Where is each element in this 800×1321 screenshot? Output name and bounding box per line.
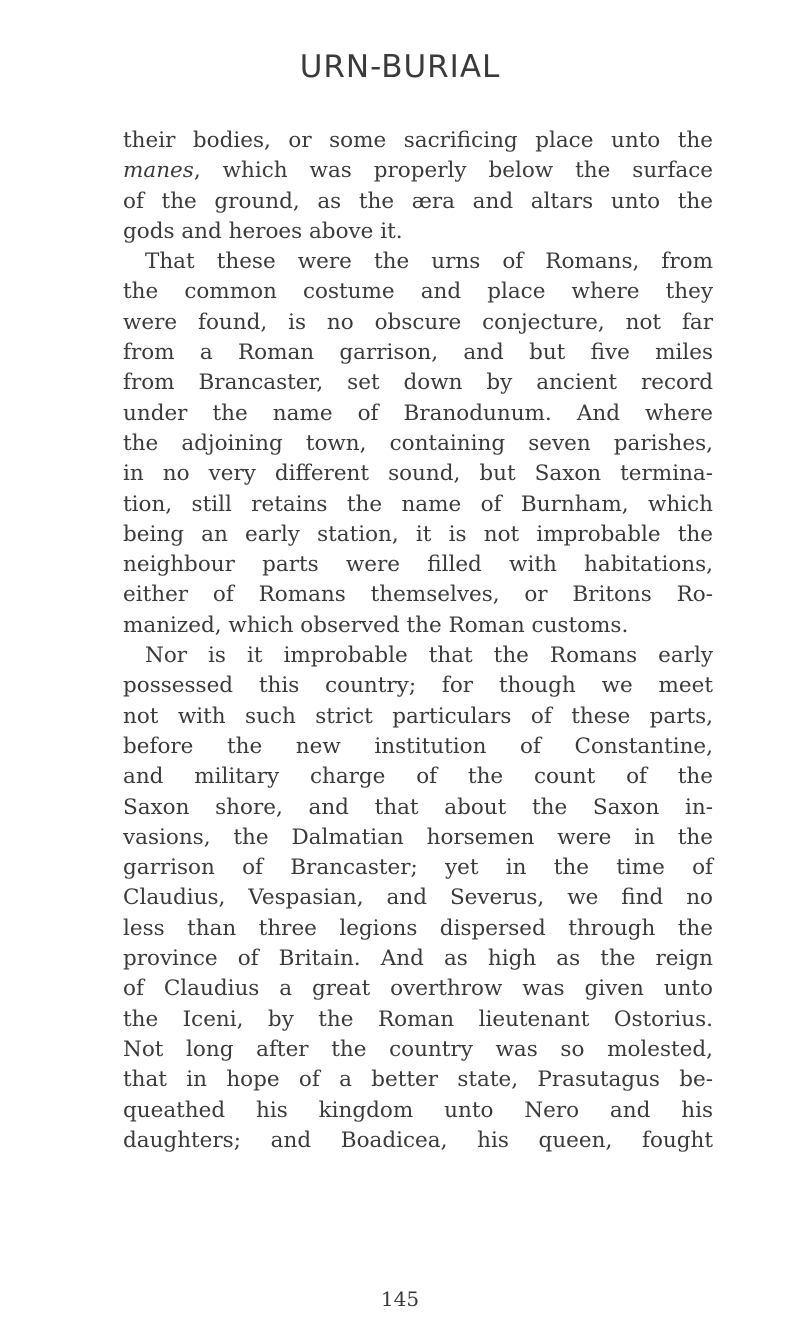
text-line: queathed his kingdom unto Nero and his (123, 1097, 713, 1123)
text-line: either of Romans themselves, or Britons Ro- (123, 582, 713, 608)
text-line: vasions, the Dalmatian horsemen were in the (123, 824, 713, 850)
text-line (123, 156, 713, 186)
text-line: daughters; and Boadicea, his queen, fought (123, 1127, 713, 1153)
italic-word: manes (123, 158, 194, 184)
text-line: garrison of Brancaster; yet in the time of (123, 855, 713, 881)
text-line: the common costume and place where they (123, 279, 713, 305)
text-line: Nor is it improbable that the Romans early (145, 643, 713, 669)
text-line: before the new institution of Constantine, (123, 733, 713, 759)
text-line: being an early station, it is not improbable the (123, 521, 713, 547)
text-line: That these were the urns of Romans, from (145, 249, 713, 275)
text-line: possessed this country; for though we meet (123, 673, 713, 699)
text-line: manized, which observed the Roman customs. (123, 612, 629, 638)
text-line: not with such strict particulars of these parts, (123, 703, 713, 729)
text-line: under the name of Branodunum. And where (123, 400, 713, 426)
text-line: gods and heroes above it. (123, 218, 403, 244)
text-line: of Claudius a great overthrow was given unto (123, 976, 713, 1002)
text-line: and military charge of the count of the (123, 764, 713, 790)
body-text (123, 126, 713, 1156)
text-line: from a Roman garrison, and but five miles (123, 340, 713, 366)
text-line: less than three legions dispersed through the (123, 915, 713, 941)
text-line: of the ground, as the æra and altars unto the (123, 188, 713, 214)
text-line: their bodies, or some sacrificing place unto the (123, 128, 713, 153)
page-number: 145 (380, 1287, 420, 1311)
text-line: were found, is no obscure conjecture, not far (123, 309, 713, 335)
text-line: the adjoining town, containing seven parishes, (123, 430, 713, 456)
text-line: the Iceni, by the Roman lieutenant Ostorius. (123, 1006, 713, 1032)
text-line: Claudius, Vespasian, and Severus, we find no (123, 885, 713, 911)
text-line: neighbour parts were filled with habitations, (123, 552, 713, 578)
line-text: , which was properly below the surface (193, 158, 713, 184)
text-line: that in hope of a better state, Prasutagus be- (123, 1067, 713, 1093)
text-line: from Brancaster, set down by ancient record (123, 370, 713, 396)
running-head: URN-BURIAL (299, 49, 501, 85)
text-line: tion, still retains the name of Burnham, which (123, 491, 713, 517)
text-line: Saxon shore, and that about the Saxon in- (123, 794, 713, 820)
text-line: in no very different sound, but Saxon termina- (123, 461, 713, 487)
text-line: Not long after the country was so molested, (123, 1036, 713, 1062)
text-line: province of Britain. And as high as the reign (123, 946, 713, 972)
